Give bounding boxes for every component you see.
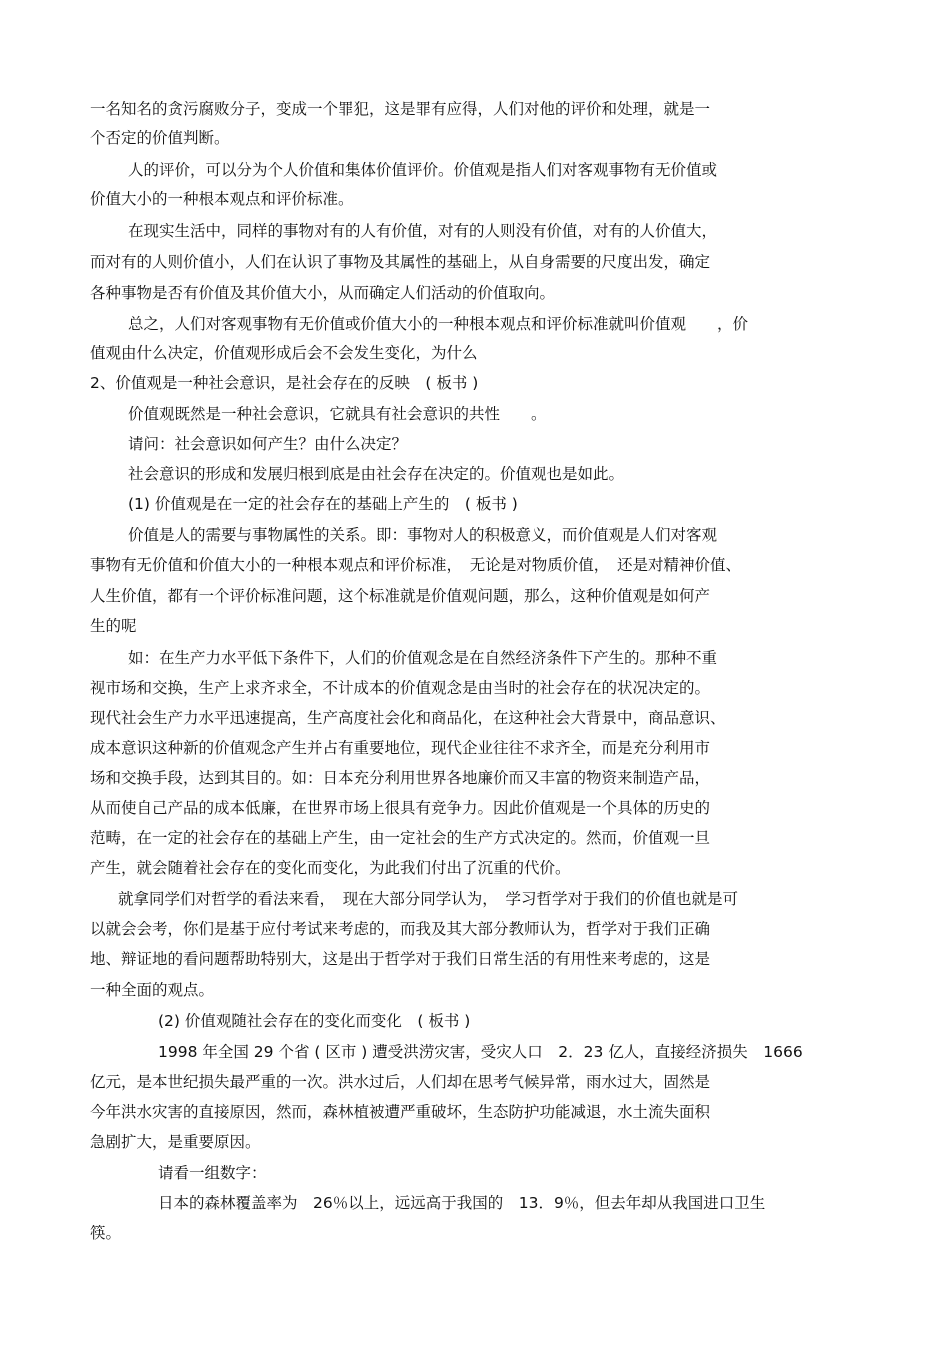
text-line: 从而使自己产品的成本低廉，在世界市场上很具有竞争力。因此价值观是一个具体的历史的 <box>90 799 711 817</box>
text-line: 事物有无价值和价值大小的一种根本观点和评价标准， 无论是对物质价值， 还是对精神价值、 <box>90 556 742 574</box>
text-line: 成本意识这种新的价值观念产生并占有重要地位，现代企业往往不求齐全，而是充分利用市 <box>90 739 711 757</box>
text-line: 价值观既然是一种社会意识，它就具有社会意识的共性 。 <box>128 405 547 423</box>
text-line: 急剧扩大，是重要原因。 <box>90 1133 261 1151</box>
text-line: 人的评价，可以分为个人价值和集体价值评价。价值观是指人们对客观事物有无价值或 <box>128 161 718 179</box>
text-line: 日本的森林覆盖率为 26％以上，远远高于我国的 13．9％，但去年却从我国进口卫生 <box>158 1194 766 1212</box>
text-line: 产生，就会随着社会存在的变化而变化，为此我们付出了沉重的代价。 <box>90 859 571 877</box>
text-line: (2) 价值观随社会存在的变化而变化 ( 板书 ) <box>158 1012 471 1030</box>
text-line: 在现实生活中，同样的事物对有的人有价值，对有的人则没有价值，对有的人价值大， <box>128 222 718 240</box>
text-line: 价值大小的一种根本观点和评价标准。 <box>90 190 354 208</box>
text-line: 场和交换手段，达到其目的。如：日本充分利用世界各地廉价而又丰富的物资来制造产品， <box>90 769 711 787</box>
text-line: 社会意识的形成和发展归根到底是由社会存在决定的。价值观也是如此。 <box>128 465 625 483</box>
text-line: 范畴，在一定的社会存在的基础上产生，由一定社会的生产方式决定的。然而，价值观一旦 <box>90 829 711 847</box>
text-line: 如：在生产力水平低下条件下，人们的价值观念是在自然经济条件下产生的。那种不重 <box>128 649 718 667</box>
text-line: 筷。 <box>90 1224 122 1242</box>
text-line: 以就会会考，你们是基于应付考试来考虑的，而我及其大部分教师认为，哲学对于我们正确 <box>90 920 711 938</box>
text-line: 一名知名的贪污腐败分子，变成一个罪犯，这是罪有应得，人们对他的评价和处理，就是一 <box>90 100 711 118</box>
text-line: 值观由什么决定，价值观形成后会不会发生变化，为什么 <box>90 344 478 362</box>
text-line: 视市场和交换，生产上求齐求全，不计成本的价值观念是由当时的社会存在的状况决定的。 <box>90 679 711 697</box>
text-line: 现代社会生产力水平迅速提高，生产高度社会化和商品化，在这种社会大背景中，商品意识、 <box>90 709 726 727</box>
text-line: 请问：社会意识如何产生？由什么决定？ <box>128 435 408 453</box>
text-line: (1) 价值观是在一定的社会存在的基础上产生的 ( 板书 ) <box>128 495 518 513</box>
text-line: 请看一组数字： <box>158 1164 267 1182</box>
text-line: 总之，人们对客观事物有无价值或价值大小的一种根本观点和评价标准就叫价值观 ，价 <box>128 315 749 333</box>
text-line: 今年洪水灾害的直接原因，然而，森林植被遭严重破坏，生态防护功能减退，水土流失面积 <box>90 1103 711 1121</box>
text-line: 人生价值，都有一个评价标准问题，这个标准就是价值观问题，那么，这种价值观是如何产 <box>90 587 711 605</box>
text-line: 价值是人的需要与事物属性的关系。即：事物对人的积极意义，而价值观是人们对客观 <box>128 526 718 544</box>
text-line: 个否定的价值判断。 <box>90 129 230 147</box>
text-line: 亿元，是本世纪损失最严重的一次。洪水过后，人们却在思考气候异常，雨水过大，固然是 <box>90 1073 711 1091</box>
text-line: 各种事物是否有价值及其价值大小，从而确定人们活动的价值取向。 <box>90 284 556 302</box>
text-line: 生的呢 <box>90 617 137 635</box>
text-line: 就拿同学们对哲学的看法来看， 现在大部分同学认为， 学习哲学对于我们的价值也就是可 <box>118 890 739 908</box>
text-line: 一种全面的观点。 <box>90 981 215 999</box>
text-line: 地、辩证地的看问题帮助特别大，这是出于哲学对于我们日常生活的有用性来考虑的，这是 <box>90 950 711 968</box>
text-line: 1998 年全国 29 个省 ( 区市 ) 遭受洪涝灾害，受灾人口 2．23 亿人，直接经济损失 1666 <box>158 1043 803 1061</box>
text-line: 2、价值观是一种社会意识，是社会存在的反映 ( 板书 ) <box>90 374 479 392</box>
text-line: 而对有的人则价值小，人们在认识了事物及其属性的基础上，从自身需要的尺度出发，确定 <box>90 253 711 271</box>
